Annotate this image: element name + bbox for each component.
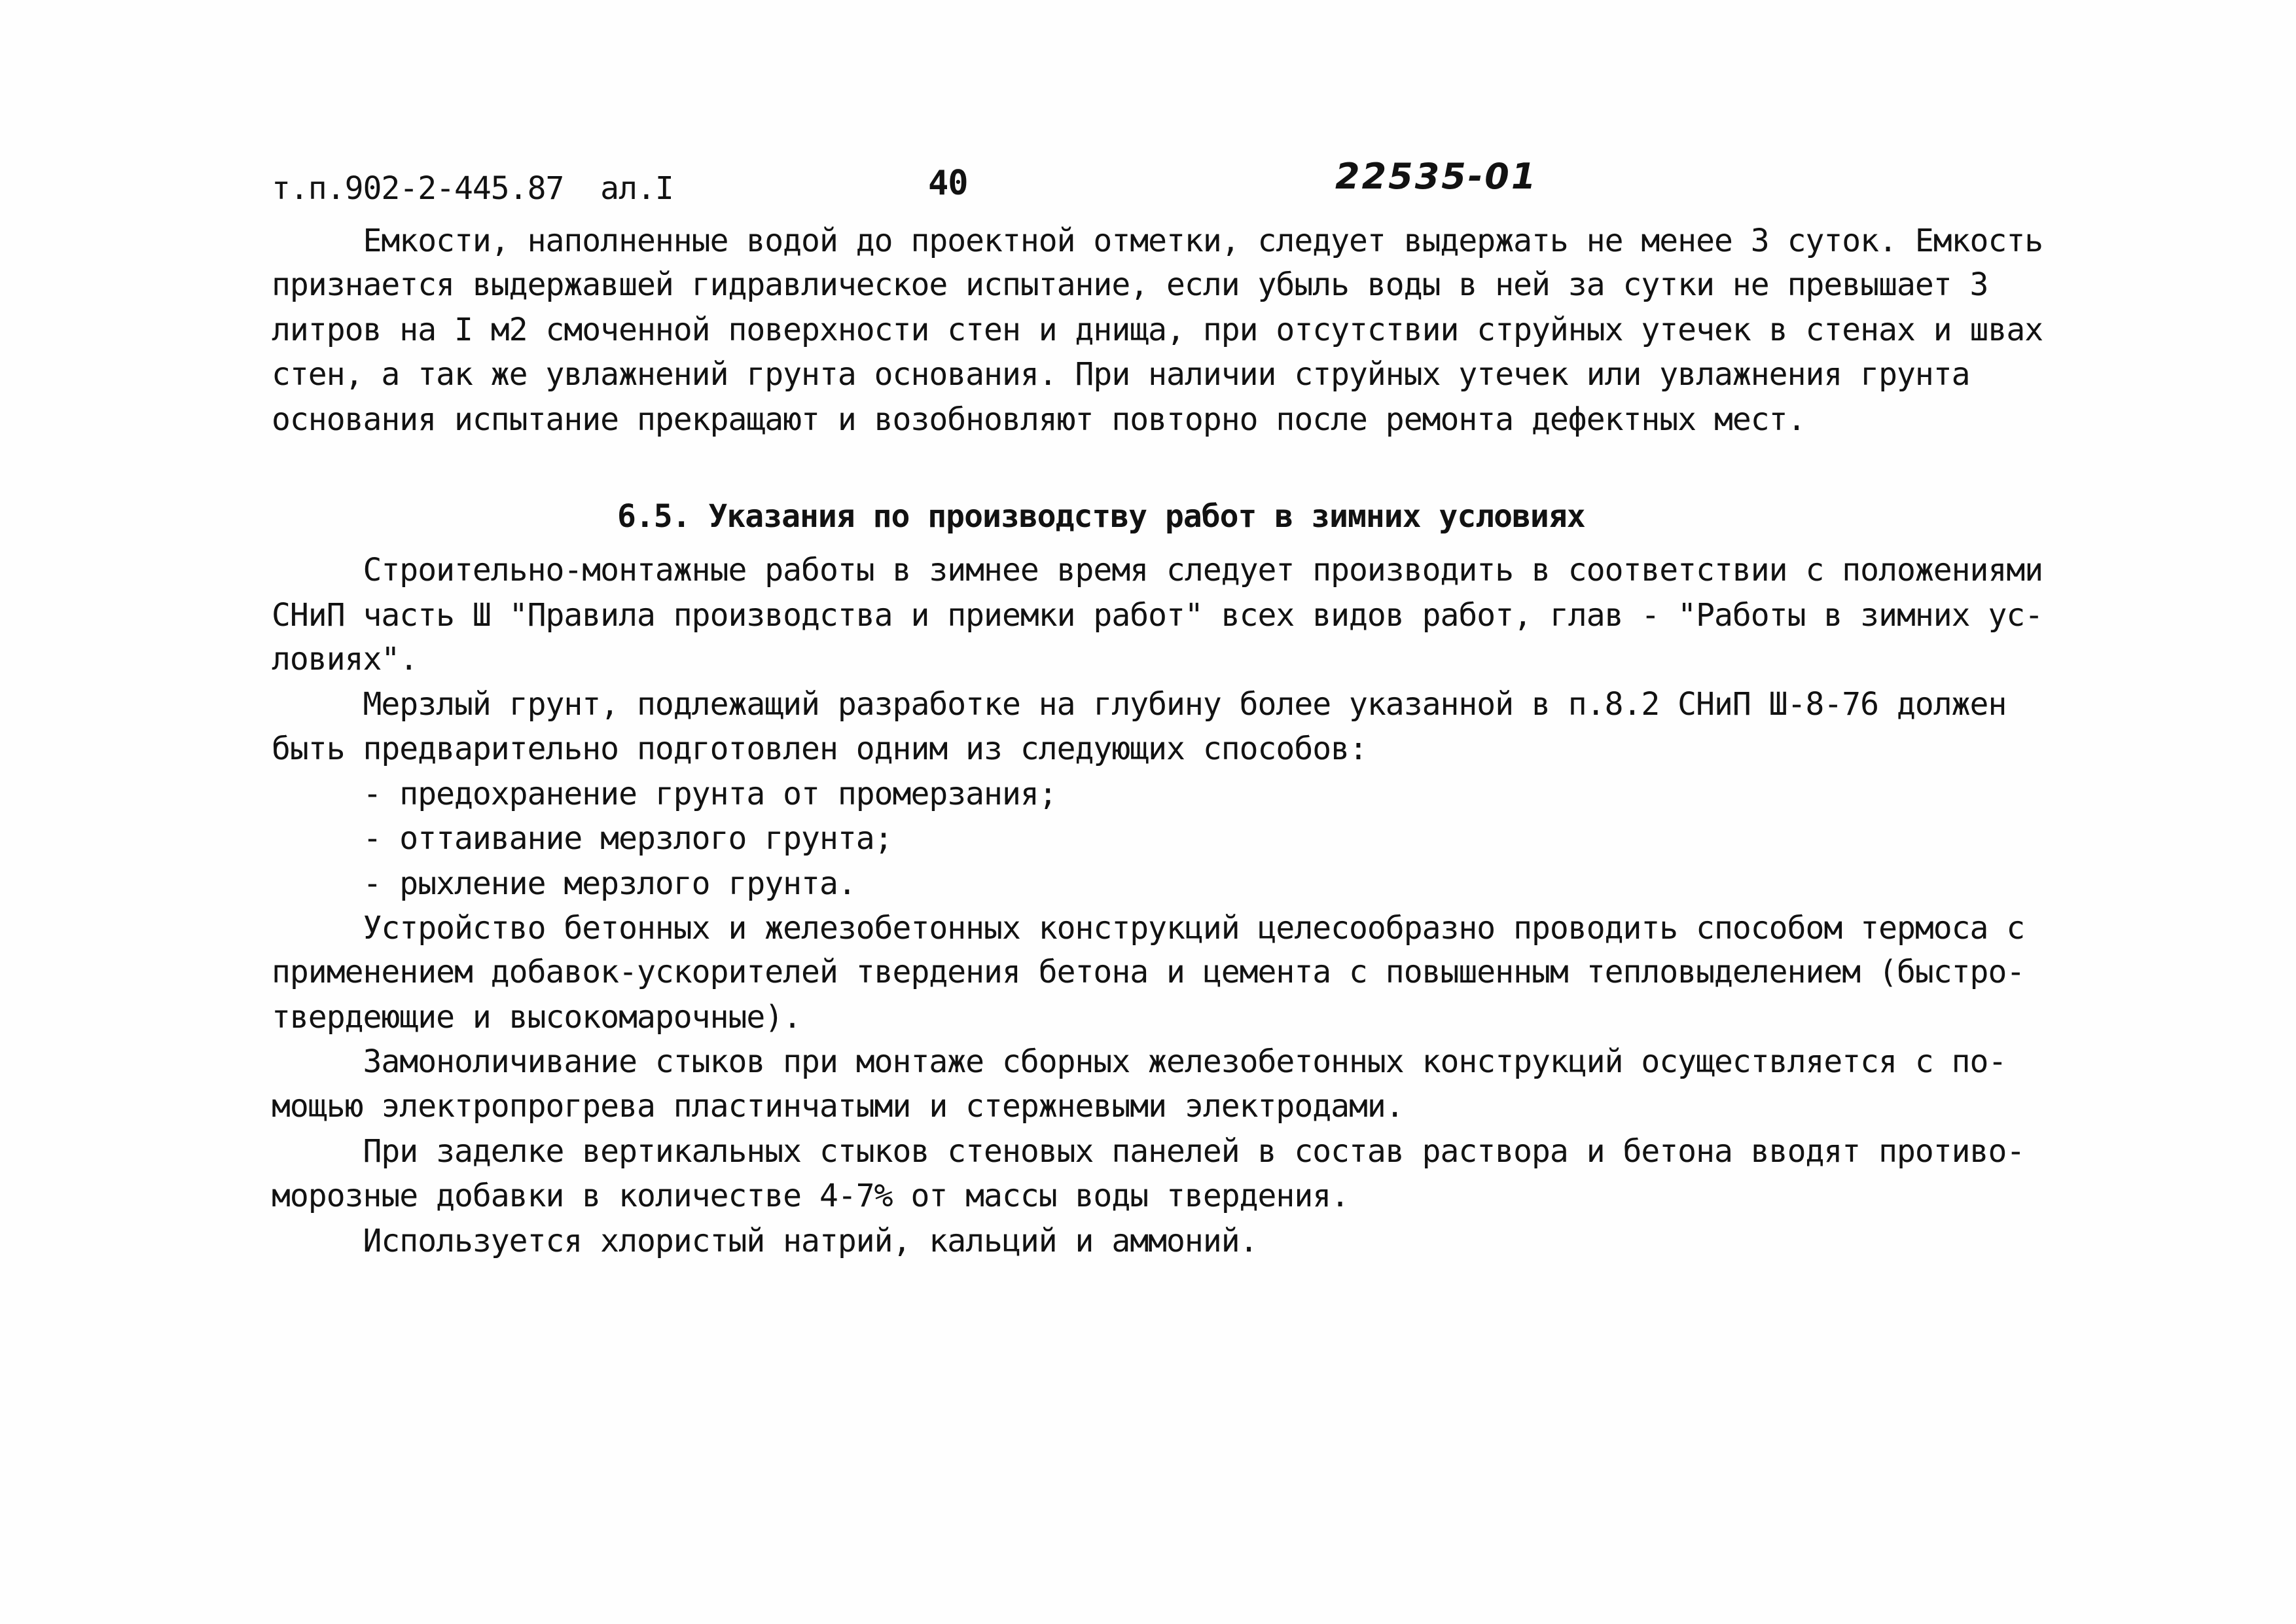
list-item: - оттаивание мерзлого грунта; xyxy=(272,820,893,857)
text-line: ловиях". xyxy=(272,641,418,677)
text-line: основания испытание прекращают и возобновляют повторно после ремонта дефектных мест. xyxy=(272,401,1806,438)
text-line: морозные добавки в количестве 4-7% от массы воды твердения. xyxy=(272,1178,1350,1214)
text-line: твердеющие и высокомарочные). xyxy=(272,999,802,1036)
text-line: применением добавок-ускорителей твердения бетона и цемента с повышенным тепловыделением (быстро- xyxy=(272,954,2025,990)
text-line: литров на I м2 смоченной поверхности стен и днища, при отсутствии струйных утечек в стенах и швах xyxy=(272,312,2043,348)
list-item: - предохранение грунта от промерзания; xyxy=(272,776,1057,812)
section-heading: 6.5. Указания по производству работ в зимних условиях xyxy=(617,498,1585,535)
text-line: Замоноличивание стыков при монтаже сборных железобетонных конструкций осуществляется с по- xyxy=(272,1043,2007,1080)
text-line: Устройство бетонных и железобетонных конструкций целесообразно проводить способом термоса с xyxy=(272,910,2025,947)
text-line: быть предварительно подготовлен одним из следующих способов: xyxy=(272,731,1367,767)
text-line: СНиП часть Ш "Правила производства и приемки работ" всех видов работ, глав - "Работы в зимних ус- xyxy=(272,597,2043,634)
text-line: Мерзлый грунт, подлежащий разработке на глубину более указанной в п.8.2 СНиП Ш-8-76 должен xyxy=(272,686,2007,723)
text-line: признается выдержавшей гидравлическое испытание, если убыль воды в ней за сутки не превышает 3 xyxy=(272,266,1988,303)
list-item: - рыхление мерзлого грунта. xyxy=(272,865,856,902)
text-line: Используется хлористый натрий, кальций и аммоний. xyxy=(272,1223,1258,1259)
text-line: Емкости, наполненные водой до проектной отметки, следует выдержать не менее 3 суток. Емкость xyxy=(272,223,2043,259)
document-code: т.п.902-2-445.87 ал.I xyxy=(272,170,673,207)
inventory-number: 22535-01 xyxy=(1335,156,1538,197)
text-line: При заделке вертикальных стыков стеновых панелей в состав раствора и бетона вводят противо- xyxy=(272,1133,2025,1170)
text-line: Строительно-монтажные работы в зимнее время следует производить в соответствии с положениями xyxy=(272,552,2043,588)
text-line: стен, а так же увлажнений грунта основания. При наличии струйных утечек или увлажнения грунта xyxy=(272,356,1970,393)
page-number: 40 xyxy=(928,164,968,203)
text-line: мощью электропрогрева пластинчатыми и стержневыми электродами. xyxy=(272,1088,1404,1125)
